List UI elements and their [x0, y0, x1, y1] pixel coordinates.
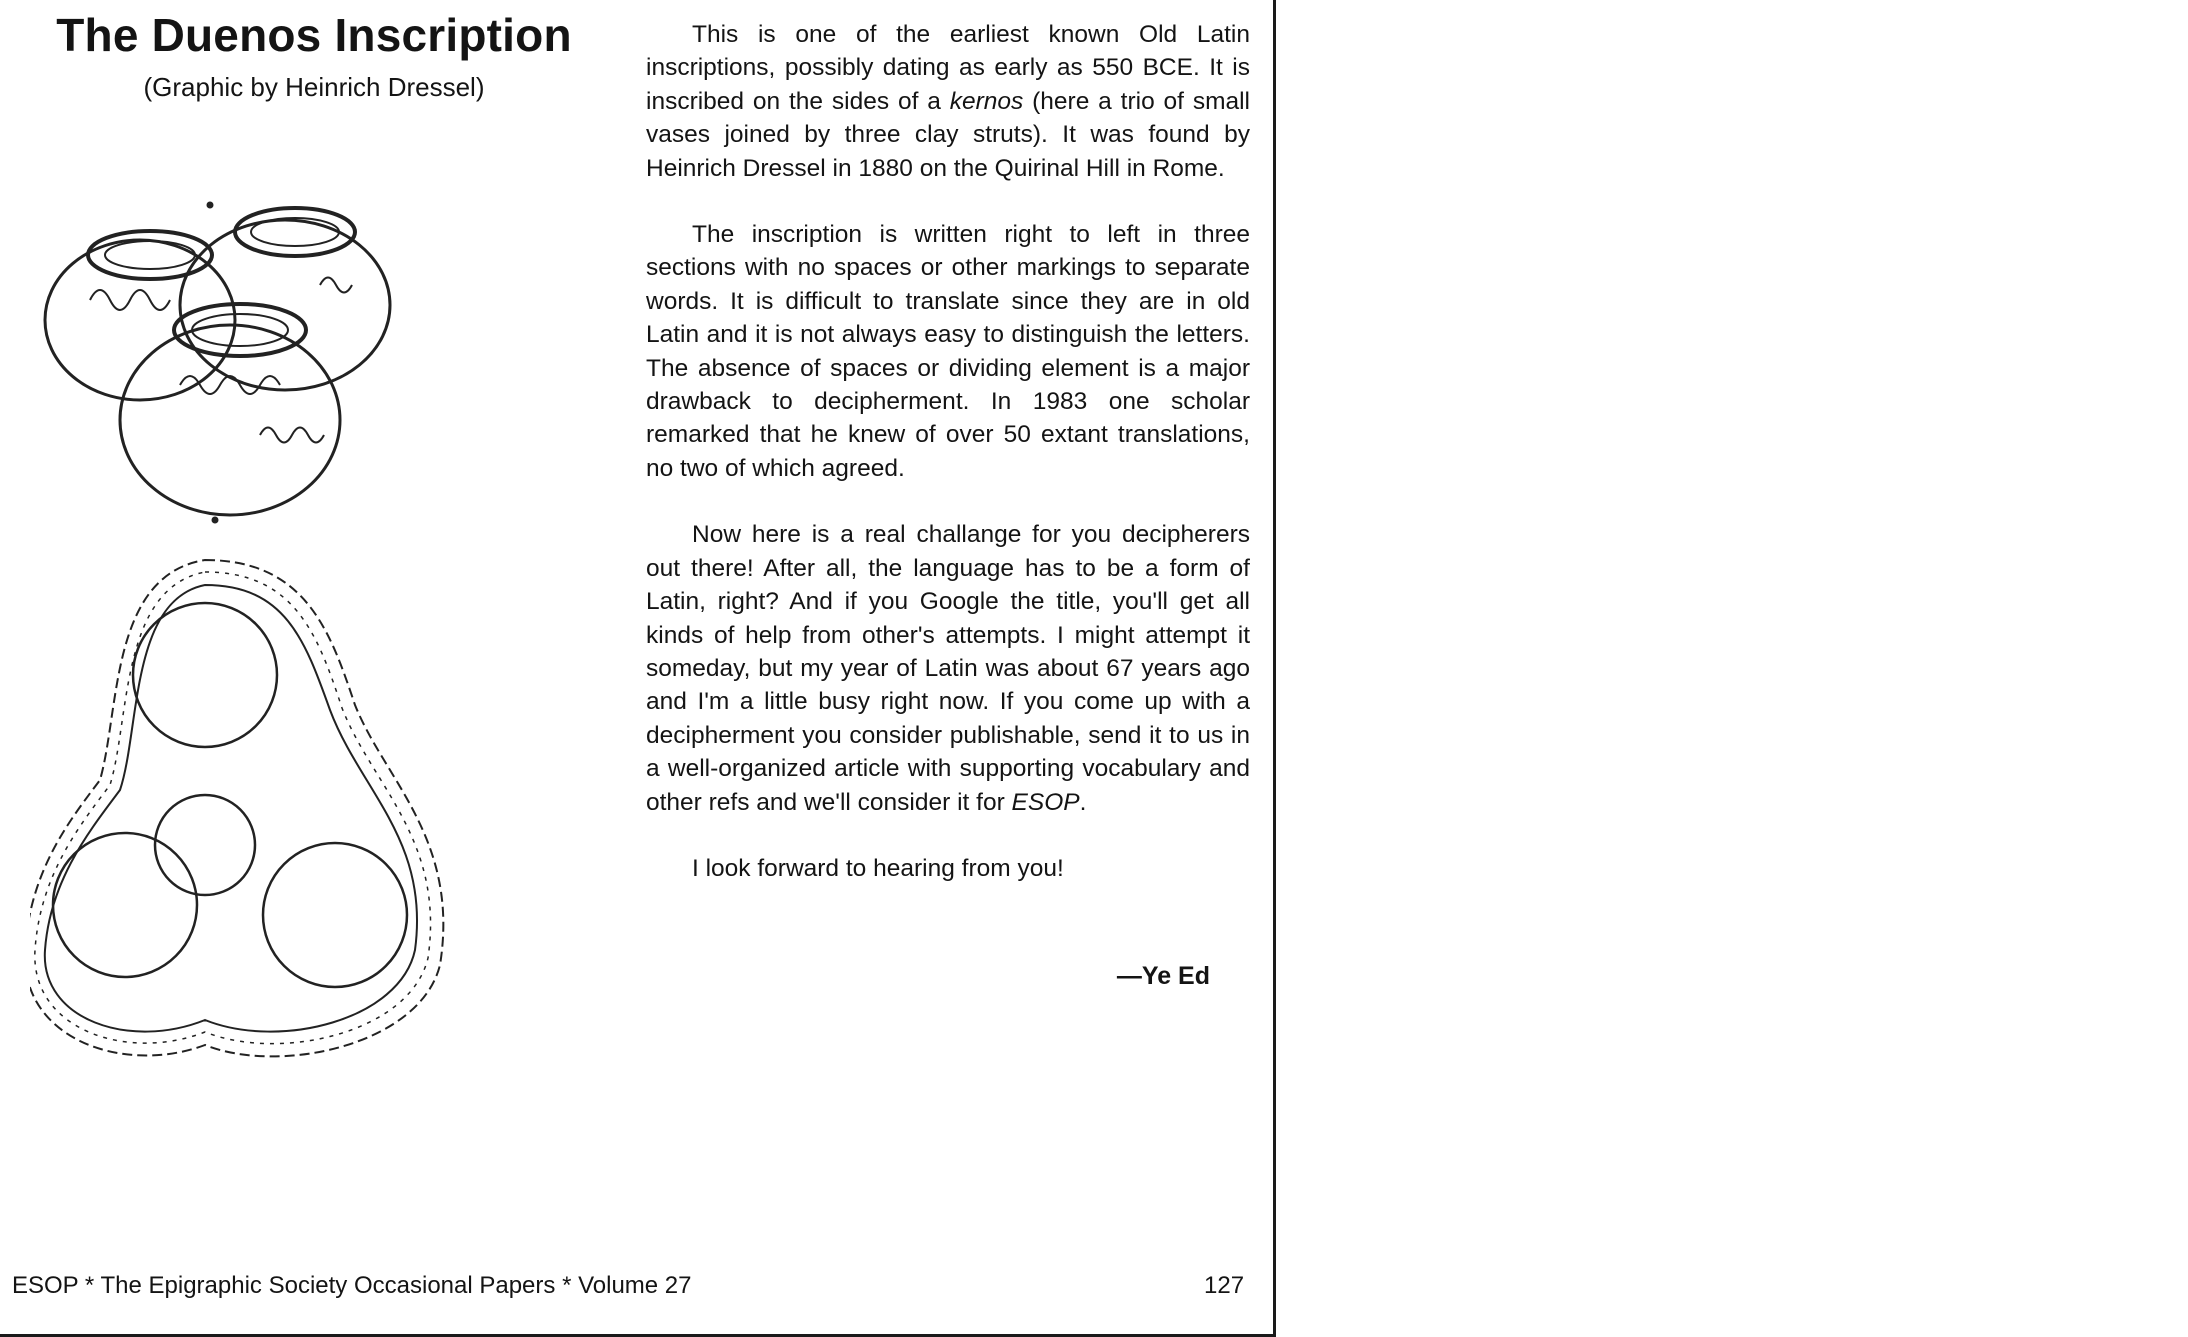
- paragraph-3-emphasis: ESOP: [1011, 788, 1080, 816]
- paragraph-1: [646, 18, 1250, 185]
- paragraph-1-part-b: (here a trio of small vases joined by three clay struts). It was found by Heinrich Dressel in 1880 on the Quirinal Hill in Rome.: [646, 87, 1251, 182]
- signature: —Ye Ed: [1116, 962, 1210, 990]
- blank-area: [1276, 0, 2188, 1337]
- kernos-drawing: [30, 190, 590, 1070]
- paragraph-3: [646, 518, 1250, 819]
- paragraph-3-part-b: .: [1079, 788, 1087, 816]
- graphic-credit: (Graphic by Heinrich Dressel): [143, 72, 485, 102]
- page-number: 127: [1204, 1272, 1245, 1299]
- kernos-illustration: [30, 190, 590, 1070]
- footer-publication: ESOP * The Epigraphic Society Occasional Papers * Volume 27: [12, 1272, 692, 1299]
- paragraph-2: The inscription is written right to left in three sections with no spaces or other markings to separate words. It is difficult to translate since they are in old Latin and it is not always easy to distinguish the letters. The absence of spaces or dividing element is a major drawback to decipherment. In 1983 one scholar remarked that he knew of over 50 extant translations, no two of which agreed.: [646, 221, 1250, 482]
- page-title: The Duenos Inscription: [56, 9, 572, 61]
- paragraph-3-part-a: Now here is a real challange for you decipherers out there! After all, the language has to be a form of Latin, right? And if you Google the title, you'll get all kinds of help from other's attempts. I might attempt it someday, but my year of Latin was about 67 years ago and I'm a little busy right now. If you come up with a decipherment you consider publishable, send it to us in a well-organized article with supporting vocabulary and other refs and we'll consider it for: [646, 521, 1250, 816]
- article-body: [646, 18, 1250, 918]
- paragraph-4: I look forward to hearing from you!: [692, 854, 1064, 882]
- paragraph-1-part-a: This is one of the earliest known Old Latin inscriptions, possibly dating as early as 550 BCE. It is inscribed on the sides of a: [646, 21, 1250, 115]
- paragraph-1-emphasis: kernos: [949, 87, 1024, 115]
